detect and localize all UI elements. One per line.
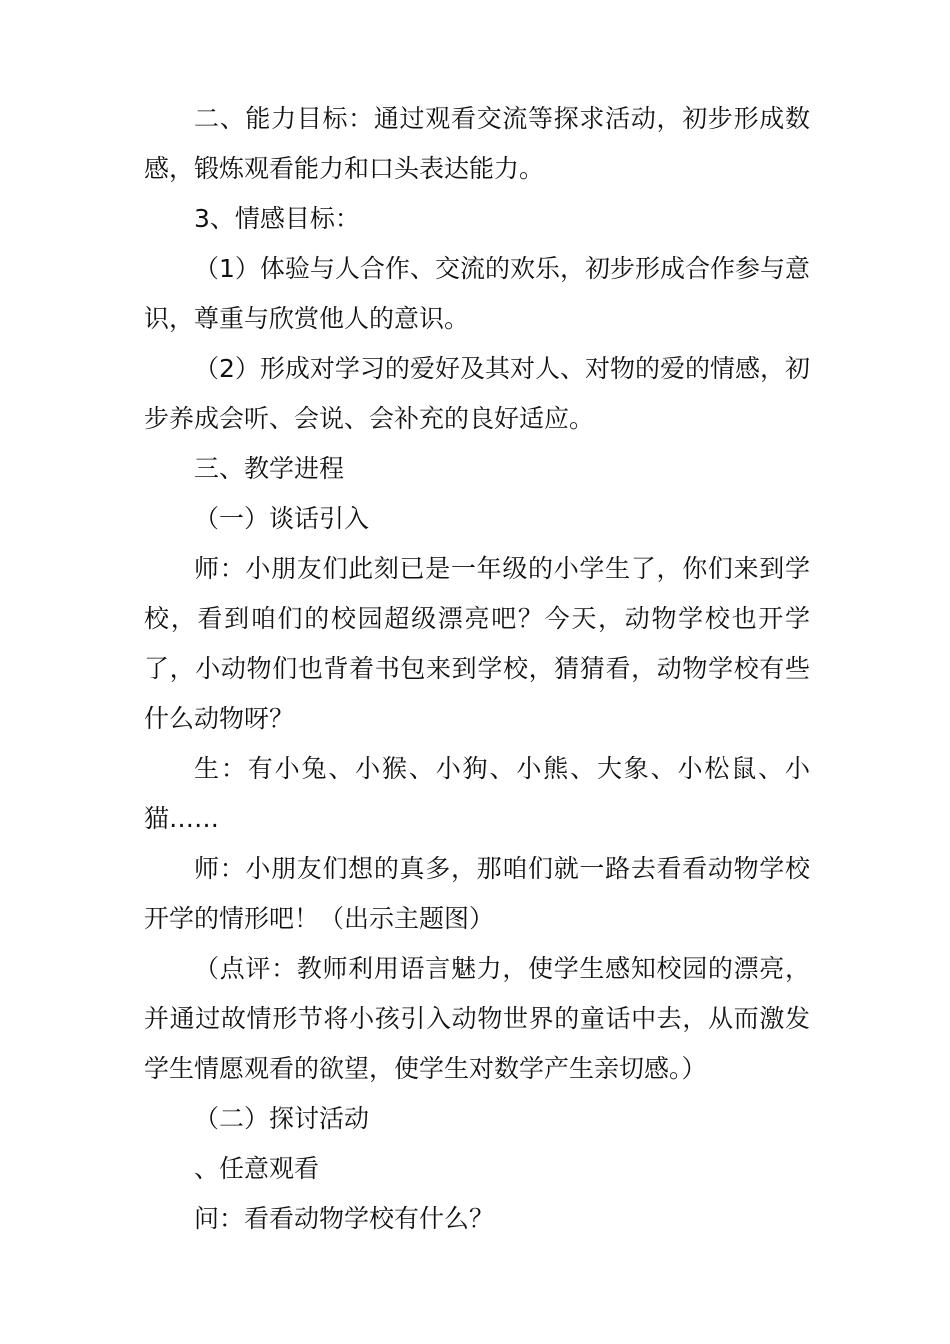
paragraph-activity-heading: （二）探讨活动 [194, 1104, 370, 1133]
paragraph-question: 问：看看动物学校有什么？ [194, 1204, 495, 1233]
paragraph-ability-goal: 二、能力目标：通过观看交流等探求活动，初步形成数感，锻炼观看能力和口头表达能力。 [144, 104, 810, 183]
paragraph-comment: （点评：教师利用语言魅力，使学生感知校园的漂亮，并通过故情形节将小孩引入动物世界的童话中去，从而激发学生情愿观看的欲望，使学生对数学产生亲切感。） [144, 954, 810, 1083]
paragraph-teacher-followup: 师：小朋友们想的真多，那咱们就一路去看看动物学校开学的情形吧！（出示主题图） [144, 854, 810, 933]
paragraph-free-observation: 、任意观看 [194, 1154, 320, 1183]
paragraph-teaching-process-heading: 三、教学进程 [194, 454, 345, 483]
paragraph-student-answer: 生：有小兔、小猴、小狗、小熊、大象、小松鼠、小猫…… [144, 754, 810, 833]
document-body [144, 94, 810, 1244]
paragraph-introduction-heading: （一）谈话引入 [194, 504, 370, 533]
paragraph-emotion-goal-1: （1）体验与人合作、交流的欢乐，初步形成合作参与意识，尊重与欣赏他人的意识。 [144, 254, 810, 333]
paragraph-emotion-goal-2: （2）形成对学习的爱好及其对人、对物的爱的情感，初步养成会听、会说、会补充的良好适应。 [144, 354, 810, 433]
paragraph-teacher-intro: 师：小朋友们此刻已是一年级的小学生了，你们来到学校，看到咱们的校园超级漂亮吧？今天，动物学校也开学了，小动物们也背着书包来到学校，猜猜看，动物学校有些什么动物呀？ [144, 554, 810, 733]
paragraph-emotion-goal-heading: 3、情感目标： [194, 204, 360, 233]
